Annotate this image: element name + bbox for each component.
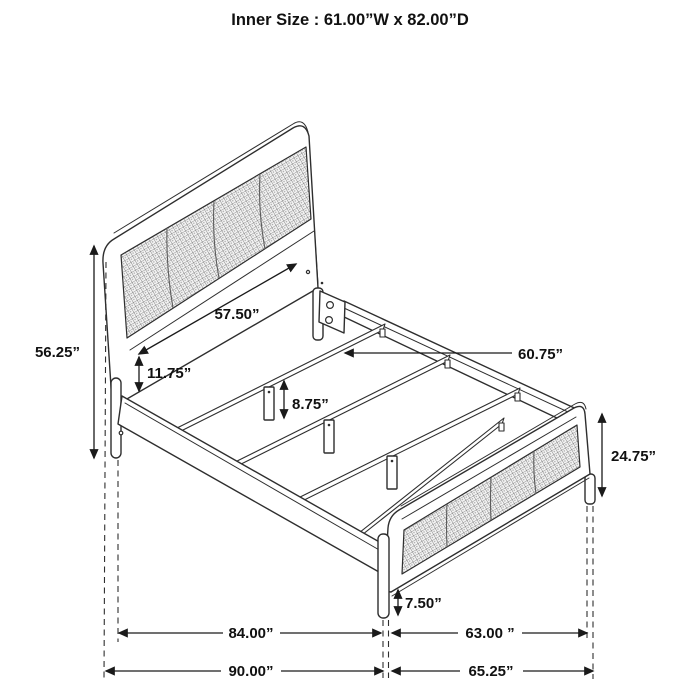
dim-label-headboard-height: 56.25” [34,344,80,361]
dim-label-overall-length: 90.00” [228,663,274,680]
dim-label-footboard-inner-width: 63.00 ” [465,625,515,642]
footboard-panel-seam [447,504,448,547]
dim-label-footboard-leg-height: 7.50” [405,595,442,612]
dim-label-footboard-height: 24.75” [611,448,657,465]
dim-overall-length [106,663,383,680]
dim-label-inner-length: 84.00” [228,625,274,642]
dim-label-overall-width: 65.25” [468,663,514,680]
bracket-hole [327,302,334,309]
dim-center-leg-height [284,381,329,418]
bracket-hole [326,317,333,324]
slat-end-tab [445,360,450,368]
dim-inner-length [119,625,381,642]
leg-screw [328,424,331,427]
leg-bolt-hole [306,270,309,273]
rail-bolt-hole [119,431,123,435]
footboard-front-leg [378,534,389,618]
diagram-title: Inner Size : 61.00”W x 82.00”D [231,11,469,29]
front-side-rail [118,396,383,572]
footboard-back-leg [585,474,595,504]
leg-screw [268,391,271,394]
back-rail-body [342,301,583,428]
dim-headboard-height [35,246,94,458]
dim-overall-width [392,663,593,680]
dim-footboard-inner-width [392,625,587,642]
dim-label-headboard-panel-width: 57.50” [214,306,260,323]
leg-screw [391,460,394,463]
dim-label-headboard-rail-height: 11.75” [147,365,192,382]
back-rail-inner-edge [344,308,581,418]
slat-end-tab [380,329,385,337]
dim-footboard-height [602,414,656,496]
slat-end-tab [515,393,520,401]
dim-label-slat-length: 60.75” [518,346,564,363]
dim-label-center-leg-height: 8.75” [292,396,329,413]
slat-end-tab [499,423,504,431]
bracket-bolt [321,282,324,285]
footboard-panel-seam [491,478,492,520]
slat [215,355,450,477]
dim-footboard-leg-height [398,590,442,615]
extension-line-left-outer [104,262,106,679]
